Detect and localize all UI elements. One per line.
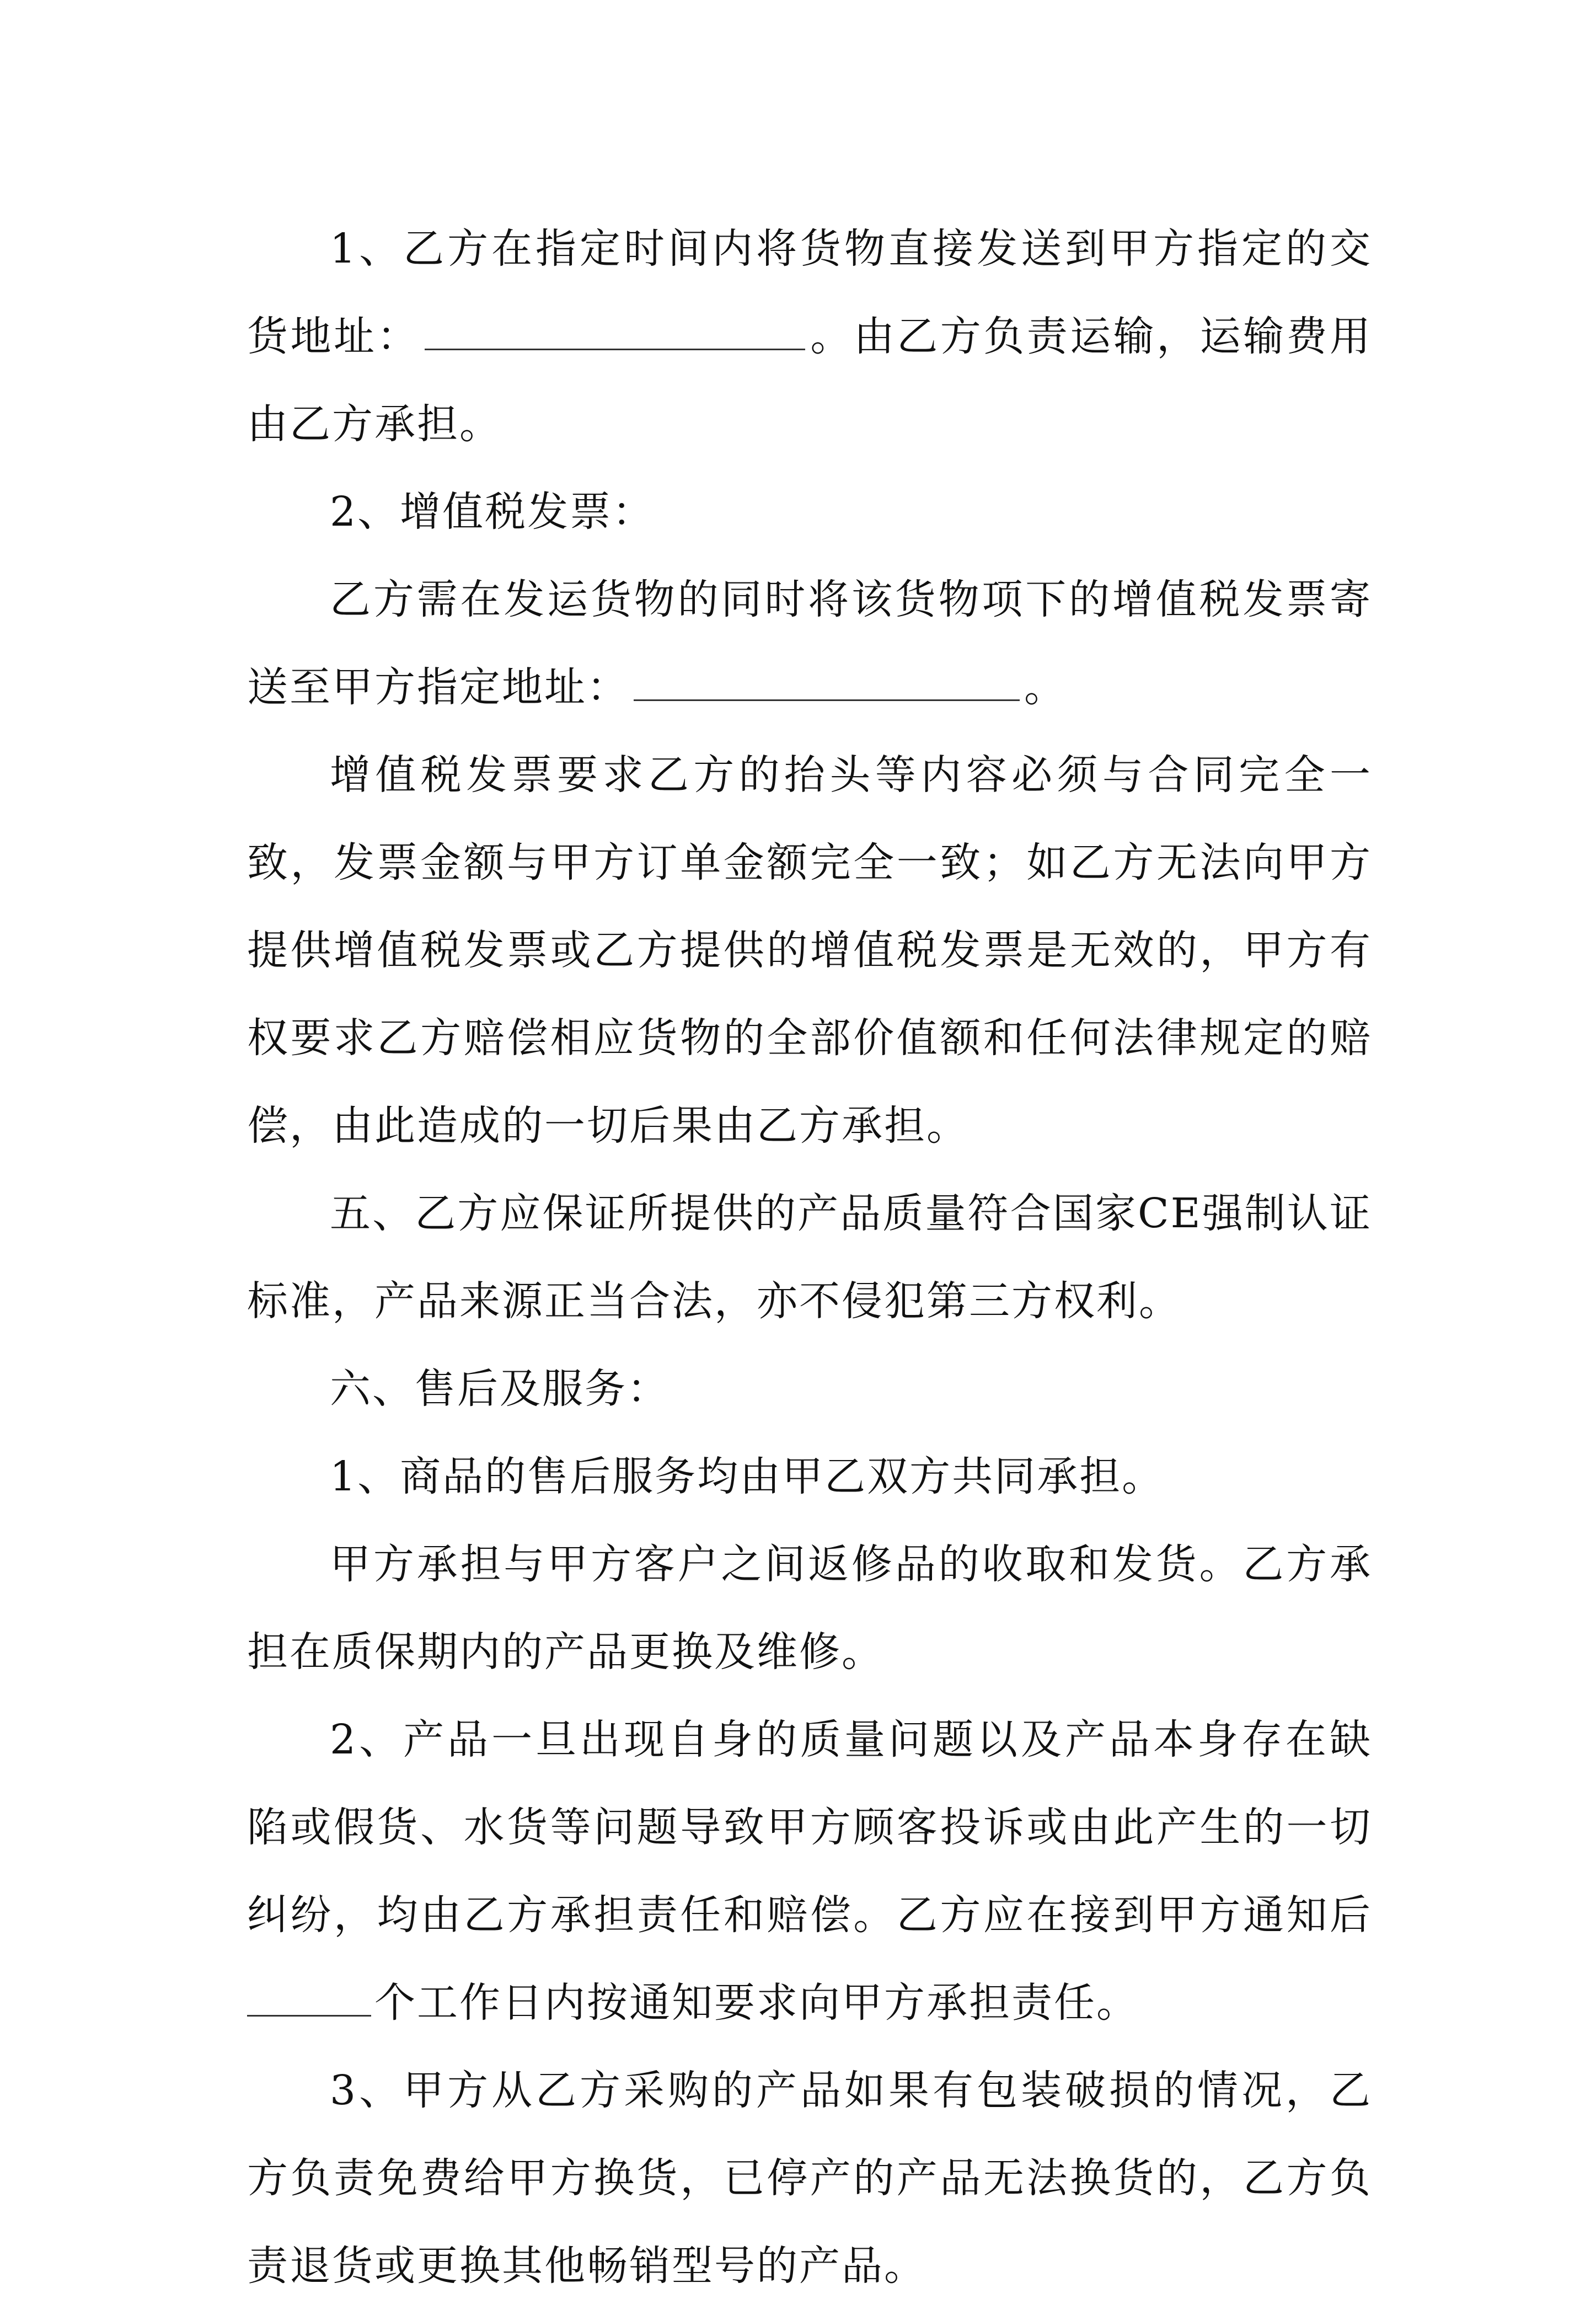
delivery-text-tail: 。由乙方负责运输，运输费用由乙方承担。 (247, 313, 1373, 448)
paragraph-repair: 甲方承担与甲方客户之间返修品的收取和发货。乙方承担在质保期内的产品更换及维修。 (247, 1541, 1372, 1676)
document-body (247, 205, 1372, 2310)
paragraph-vat-requirements: 增值税发票要求乙方的抬头等内容必须与合同完全一致，发票金额与甲方订单金额完全一致；如乙方无法向甲方提供增值税发票或乙方提供的增值税发票是无效的，甲方有权要求乙方赔偿相应货物的全部价值额和任何法律规定的赔偿，由此造成的一切后果由乙方承担。 (247, 751, 1372, 1149)
delivery-address-blank (425, 317, 805, 350)
vat-send-tail: 。 (1024, 664, 1067, 711)
defects-tail: 个工作日内按通知要求向甲方承担责任。 (374, 1979, 1139, 2026)
paragraph-quality: 五、乙方应保证所提供的产品质量符合国家CE强制认证标准，产品来源正当合法，亦不侵犯第三方权利。 (247, 1190, 1372, 1325)
vat-address-blank (634, 667, 1020, 701)
vat-send-text: 乙方需在发运货物的同时将该货物项下的增值税发票寄送至甲方指定地址： (247, 576, 1372, 711)
delivery-text: 1、乙方在指定时间内将货物直接发送到甲方指定的交货地址： (247, 225, 1372, 360)
paragraph-delivery (247, 205, 1372, 468)
paragraph-vat-send (247, 556, 1372, 731)
defects-text: 2、产品一旦出现自身的质量问题以及产品本身存在缺陷或假货、水货等问题导致甲方顾客投诉或由此产生的一切纠纷，均由乙方承担责任和赔偿。乙方应在接到甲方通知后 (247, 1716, 1372, 1939)
paragraph-after-sales-1: 1、商品的售后服务均由甲乙双方共同承担。 (330, 1453, 1165, 1500)
paragraph-defects (247, 1696, 1372, 2047)
paragraph-vat-heading: 2、增值税发票： (330, 488, 655, 536)
paragraph-damaged-packaging: 3、甲方从乙方采购的产品如果有包装破损的情况，乙方负责免费给甲方换货，已停产的产品无法换货的，乙方负责退货或更换其他畅销型号的产品。 (247, 2067, 1372, 2290)
paragraph-after-sales-heading: 六、售后及服务： (330, 1365, 670, 1413)
workdays-blank (247, 1983, 371, 2017)
